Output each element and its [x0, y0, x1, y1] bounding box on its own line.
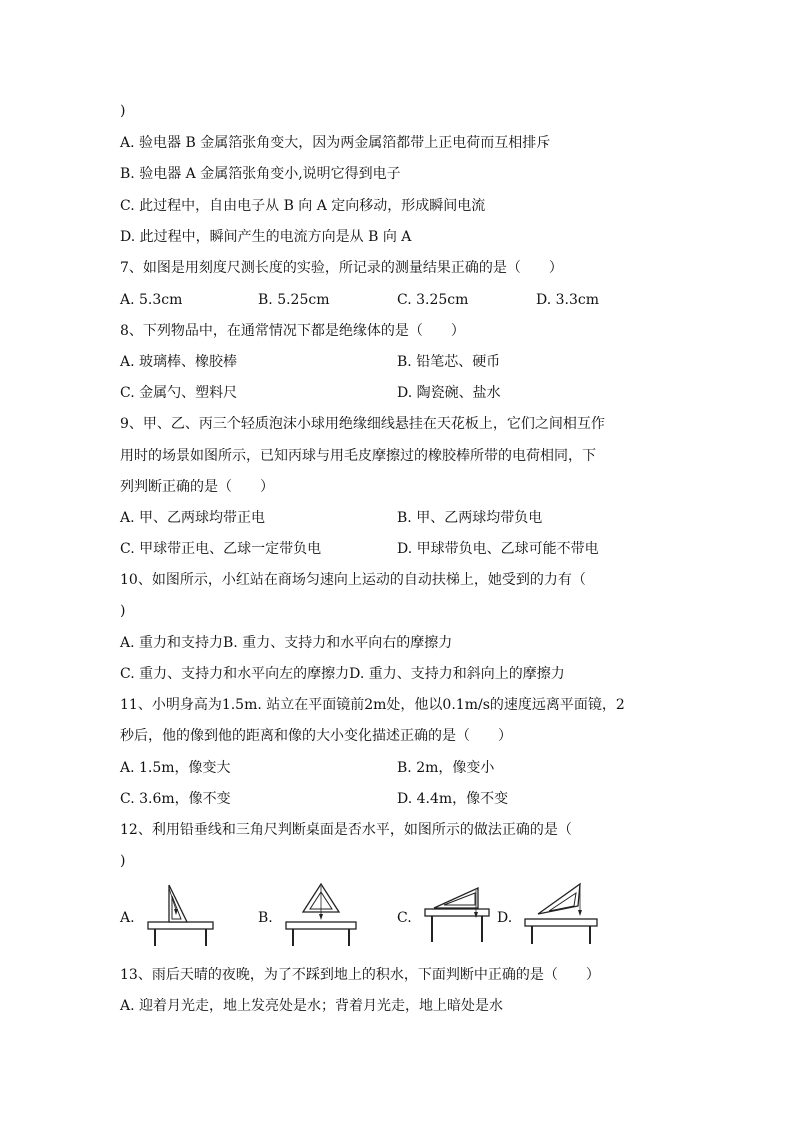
q10-stem-line1: 10、如图所示，小红站在商场匀速向上运动的自动扶梯上，她受到的力有（ — [120, 572, 586, 588]
q9-option-b: B. 甲、乙两球均带负电 — [397, 510, 543, 526]
q11-stem-line1: 11、小明身高为1.5m. 站立在平面镜前2m处，他以0.1m/s的速度远离平面镜，2 — [120, 697, 625, 713]
q11-stem-line2: 秒后，他的像到他的距离和像的大小变化描述正确的是（ ） — [120, 728, 512, 744]
q11-option-d: D. 4.4m，像不变 — [397, 791, 509, 807]
q6-option-c: C. 此过程中，自由电子从 B 向 A 定向移动，形成瞬间电流 — [120, 198, 486, 214]
q13-stem: 13、雨后天晴的夜晚，为了不踩到地上的积水，下面判断中正确的是（ ） — [120, 967, 600, 983]
q9-option-c: C. 甲球带正电、乙球一定带负电 — [120, 541, 322, 557]
q12-figure-b — [281, 882, 361, 948]
q8-option-c: C. 金属勺、塑料尺 — [120, 385, 238, 401]
q10-options-cd: C. 重力、支持力和水平向左的摩擦力D. 重力、支持力和斜向上的摩擦力 — [120, 666, 565, 682]
q12-label-c: C. — [397, 910, 412, 926]
q11-option-b: B. 2m，像变小 — [397, 760, 495, 776]
q10-options-ab: A. 重力和支持力B. 重力、支持力和水平向右的摩擦力 — [120, 635, 453, 651]
q7-option-b: B. 5.25cm — [258, 292, 330, 308]
q12-figure-d — [520, 882, 602, 948]
q13-option-a: A. 迎着月光走，地上发亮处是水；背着月光走，地上暗处是水 — [120, 998, 504, 1014]
q12-figure-a — [143, 882, 218, 948]
q10-stem-line2: ) — [120, 603, 126, 619]
q6-stem-end: ) — [120, 103, 126, 119]
q12-figure-c — [420, 882, 494, 948]
q12-label-a: A. — [120, 910, 135, 926]
q6-option-b: B. 验电器 A 金属箔张角变小,说明它得到电子 — [120, 166, 401, 182]
q12-label-d: D. — [497, 910, 513, 926]
q12-label-b: B. — [258, 910, 273, 926]
q9-option-d: D. 甲球带负电、乙球可能不带电 — [397, 541, 599, 557]
q12-stem-line2: ) — [120, 853, 126, 869]
q8-stem: 8、下列物品中，在通常情况下都是绝缘体的是（ ） — [120, 323, 465, 339]
q9-stem-line3: 列判断正确的是（ ） — [120, 479, 274, 495]
q9-option-a: A. 甲、乙两球均带正电 — [120, 510, 266, 526]
q12-stem-line1: 12、利用铅垂线和三角尺判断桌面是否水平，如图所示的做法正确的是（ — [120, 822, 572, 838]
q8-option-d: D. 陶瓷碗、盐水 — [397, 385, 501, 401]
q9-stem-line1: 9、甲、乙、丙三个轻质泡沫小球用绝缘细线悬挂在天花板上，它们之间相互作 — [120, 416, 605, 432]
q8-option-a: A. 玻璃棒、橡胶棒 — [120, 354, 238, 370]
q9-stem-line2: 用时的场景如图所示，已知丙球与用毛皮摩擦过的橡胶棒所带的电荷相同，下 — [120, 448, 596, 464]
q7-option-a: A. 5.3cm — [120, 292, 183, 308]
q11-option-c: C. 3.6m，像不变 — [120, 791, 231, 807]
q11-option-a: A. 1.5m，像变大 — [120, 760, 231, 776]
q8-option-b: B. 铅笔芯、硬币 — [397, 354, 501, 370]
q6-option-d: D. 此过程中，瞬间产生的电流方向是从 B 向 A — [120, 229, 412, 245]
q6-option-a: A. 验电器 B 金属箔张角变大，因为两金属箔都带上正电荷而互相排斥 — [120, 135, 551, 151]
q7-option-c: C. 3.25cm — [397, 292, 469, 308]
q7-stem: 7、如图是用刻度尺测长度的实验，所记录的测量结果正确的是（ ） — [120, 260, 563, 276]
q7-option-d: D. 3.3cm — [536, 292, 600, 308]
